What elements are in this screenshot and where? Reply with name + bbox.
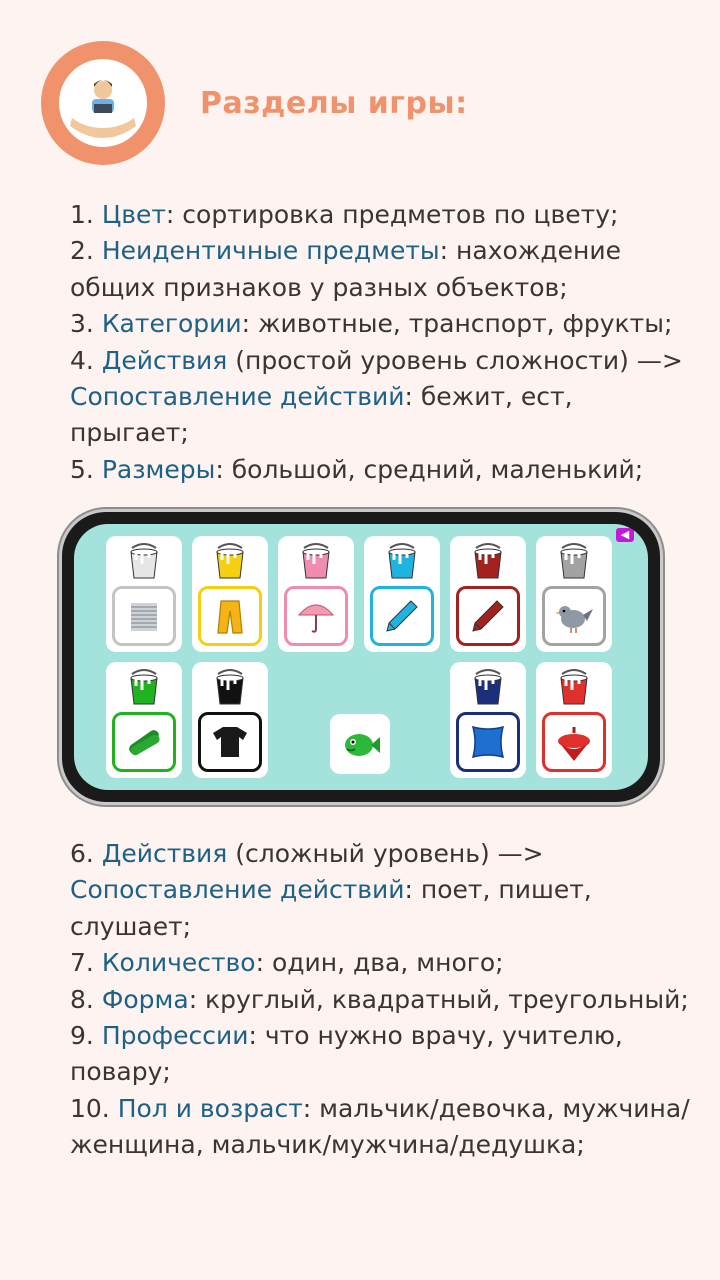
section-name: Профессии <box>101 1021 249 1051</box>
section-number: 1. <box>70 200 102 229</box>
section-description: : один, два, много; <box>255 948 504 978</box>
section-description: : бежит, ест, прыгает; <box>70 382 573 448</box>
paint-bucket-icon <box>212 668 248 706</box>
umbrella-icon <box>295 595 337 637</box>
pencil-icon <box>467 595 509 637</box>
sort-card[interactable] <box>106 662 182 778</box>
item-slot <box>112 712 176 772</box>
section-item <box>70 982 690 1018</box>
section-name: Категории <box>101 309 242 339</box>
item-slot <box>198 712 262 772</box>
section-number: 2. <box>70 236 102 266</box>
section-description: : круглый, квадратный, треугольный; <box>188 984 689 1014</box>
section-name: Пол и возраст <box>117 1093 303 1123</box>
item-slot <box>370 586 434 646</box>
item-slot <box>456 712 520 772</box>
section-name: Количество <box>101 948 256 978</box>
paint-bucket-icon <box>126 542 162 580</box>
game-screen <box>74 524 648 790</box>
section-item <box>70 945 690 981</box>
section-name: Цвет <box>101 200 166 229</box>
section-name: Действия <box>101 839 228 868</box>
paint-bucket-icon <box>384 542 420 580</box>
section-name: Сопоставление действий <box>70 382 405 412</box>
item-slot <box>112 586 176 646</box>
section-description: (простой уровень сложности) —> <box>227 345 683 375</box>
paint-bucket-icon <box>556 668 592 706</box>
sort-card[interactable] <box>536 662 612 778</box>
section-number: 7. <box>70 948 102 978</box>
section-number: 10. <box>70 1093 118 1123</box>
section-list-bottom <box>70 836 690 1164</box>
section-name: Сопоставление действий <box>70 875 405 905</box>
section-item <box>70 1091 690 1164</box>
paint-bucket-icon <box>470 542 506 580</box>
item-slot <box>456 586 520 646</box>
section-item <box>70 197 690 233</box>
pillow-icon <box>467 721 509 763</box>
item-slot <box>284 586 348 646</box>
section-item <box>70 836 690 945</box>
section-number: 4. <box>70 345 102 375</box>
section-description: : сортировка предметов по цвету; <box>165 200 619 229</box>
section-name: Неидентичные предметы <box>101 236 440 266</box>
section-description: : мальчик/девочка, мужчина/женщина, мальчик/мужчина/дедушка; <box>70 1093 690 1160</box>
sort-card[interactable] <box>192 536 268 652</box>
sort-card[interactable] <box>364 536 440 652</box>
sort-card[interactable] <box>192 662 268 778</box>
item-slot <box>542 586 606 646</box>
sort-card[interactable] <box>450 662 526 778</box>
pants-icon <box>209 595 251 637</box>
draggable-fish-item[interactable] <box>330 714 390 774</box>
paper-stack-icon <box>123 595 165 637</box>
section-number: 8. <box>70 984 102 1014</box>
section-number: 9. <box>70 1021 102 1051</box>
paint-bucket-icon <box>556 542 592 580</box>
fish-icon <box>339 723 381 765</box>
section-list-top <box>70 197 690 488</box>
cucumber-icon <box>123 721 165 763</box>
item-slot <box>198 586 262 646</box>
paint-bucket-icon <box>470 668 506 706</box>
phone-mockup <box>62 512 660 802</box>
sort-card[interactable] <box>536 536 612 652</box>
section-item <box>70 1018 690 1091</box>
section-item <box>70 452 690 488</box>
section-description: : большой, средний, маленький; <box>215 454 644 484</box>
page-title: Разделы игры: <box>200 86 468 121</box>
section-item <box>70 233 690 306</box>
paint-bucket-icon <box>126 668 162 706</box>
section-number: 3. <box>70 309 102 339</box>
item-slot <box>542 712 606 772</box>
autism-skillforge-logo <box>40 40 166 166</box>
sort-card[interactable] <box>106 536 182 652</box>
sort-card[interactable] <box>278 536 354 652</box>
section-name: Размеры <box>101 454 216 484</box>
paint-bucket-icon <box>212 542 248 580</box>
section-item <box>70 343 690 452</box>
section-description: : нахождение общих признаков у разных объектов; <box>70 236 621 302</box>
tshirt-icon <box>209 721 251 763</box>
section-name: Форма <box>101 984 189 1014</box>
section-name: Действия <box>101 345 228 375</box>
section-description: : поет, пишет, слушает; <box>70 875 592 941</box>
section-description: : что нужно врачу, учителю, повару; <box>70 1021 623 1087</box>
section-number: 6. <box>70 839 102 868</box>
bird-icon <box>553 595 595 637</box>
sort-card[interactable] <box>450 536 526 652</box>
spinning-top-icon <box>553 721 595 763</box>
pencil-icon <box>381 595 423 637</box>
section-description: (сложный уровень) —> <box>227 839 544 868</box>
paint-bucket-icon <box>298 542 334 580</box>
section-description: : животные, транспорт, фрукты; <box>241 309 673 339</box>
section-number: 5. <box>70 454 102 484</box>
back-arrow-icon[interactable]: ◀ <box>616 528 634 542</box>
section-item <box>70 306 690 342</box>
